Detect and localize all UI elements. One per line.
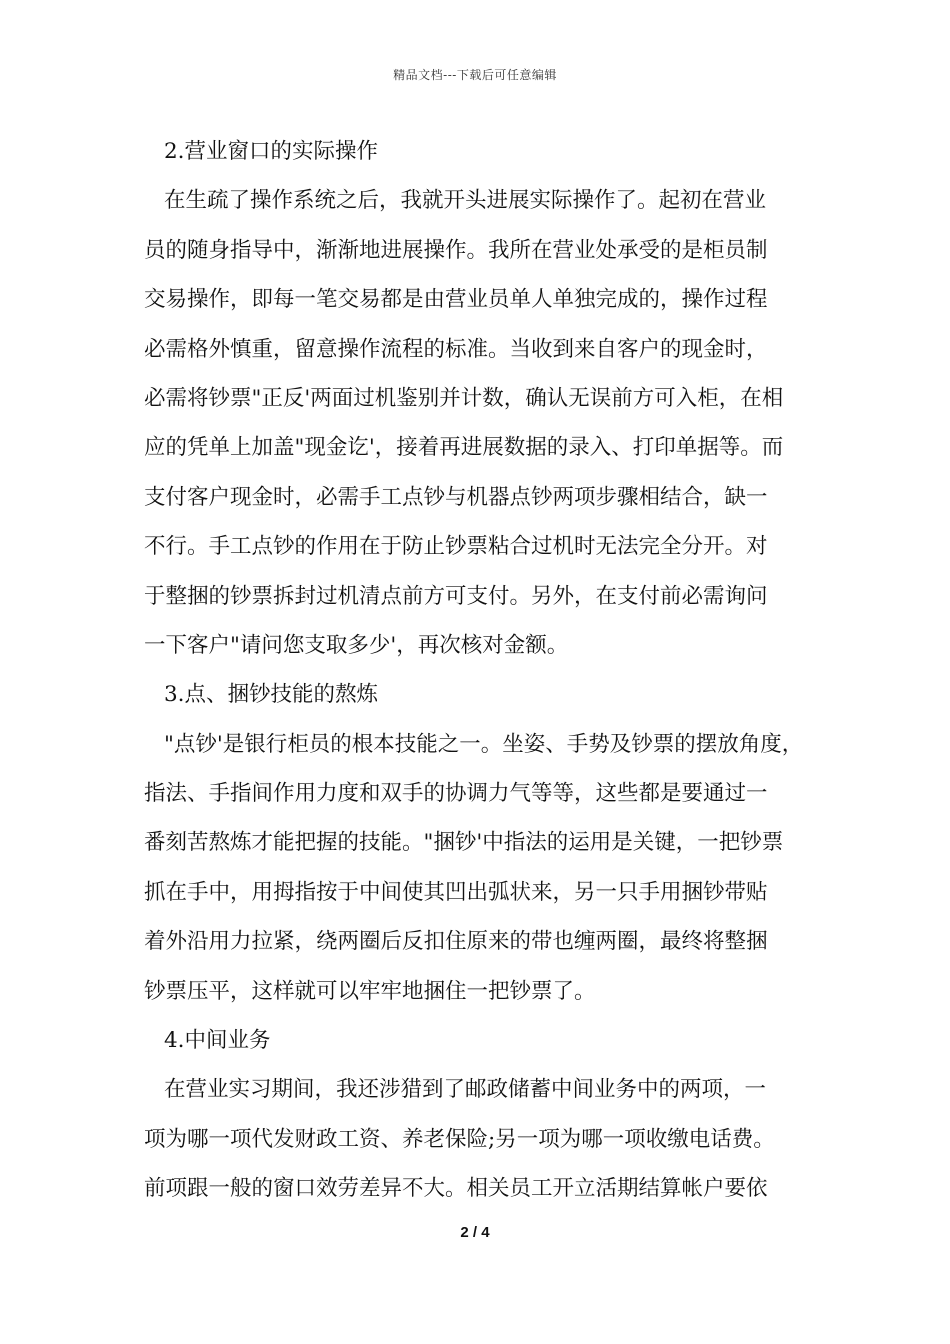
section-heading: 3.点、捆钞技能的熬炼	[164, 682, 379, 708]
paragraph-line: 项为哪一项代发财政工资、养老保险;另一项为哪一项收缴电话费。	[144, 1126, 775, 1152]
paragraph-line: 前项跟一般的窗口效劳差异不大。相关员工开立活期结算帐户要依	[144, 1176, 768, 1202]
paragraph-line: 应的凭单上加盖"现金讫'，接着再进展数据的录入、打印单据等。而	[144, 435, 784, 461]
paragraph-line: 不行。手工点钞的作用在于防止钞票粘合过机时无法完全分开。对	[144, 534, 768, 560]
section-heading: 4.中间业务	[164, 1028, 271, 1054]
paragraph-line: 于整捆的钞票拆封过机清点前方可支付。另外，在支付前必需询问	[144, 583, 768, 609]
paragraph-line: 交易操作，即每一笔交易都是由营业员单人单独完成的，操作过程	[144, 287, 768, 313]
paragraph-line: 着外沿用力拉紧，绕两圈后反扣住原来的带也缠两圈，最终将整捆	[144, 929, 768, 955]
paragraph-line: "点钞'是银行柜员的根本技能之一。坐姿、手势及钞票的摆放角度，	[164, 731, 804, 757]
page-header: 精品文档---下载后可任意编辑	[393, 68, 557, 82]
section-heading: 2.营业窗口的实际操作	[164, 139, 379, 164]
paragraph-line: 员的随身指导中，渐渐地进展操作。我所在营业处承受的是柜员制	[144, 237, 768, 263]
paragraph-line: 指法、手指间作用力度和双手的协调力气等等，这些都是要通过一	[144, 781, 768, 807]
paragraph-line: 在生疏了操作系统之后，我就开头进展实际操作了。起初在营业	[164, 188, 767, 214]
paragraph-line: 支付客户现金时，必需手工点钞与机器点钞两项步骤相结合，缺一	[144, 484, 768, 510]
document-body	[144, 127, 814, 1214]
paragraph-line: 在营业实习期间，我还涉猎到了邮政储蓄中间业务中的两项，一	[164, 1077, 767, 1103]
paragraph-line: 必需格外慎重，留意操作流程的标准。当收到来自客户的现金时，	[144, 336, 768, 362]
paragraph-line: 抓在手中，用拇指按于中间使其凹出弧状来，另一只手用捆钞带贴	[144, 879, 768, 905]
paragraph-line: 一下客户"请问您支取多少'，再次核对金额。	[144, 632, 569, 658]
paragraph-line: 番刻苦熬炼才能把握的技能。"捆钞'中指法的运用是关键，一把钞票	[144, 830, 784, 856]
paragraph-line: 钞票压平，这样就可以牢牢地捆住一把钞票了。	[144, 978, 596, 1004]
paragraph-line: 必需将钞票"正反'两面过机鉴别并计数，确认无误前方可入柜，在相	[144, 385, 784, 411]
page-number: 2 / 4	[460, 1224, 490, 1241]
